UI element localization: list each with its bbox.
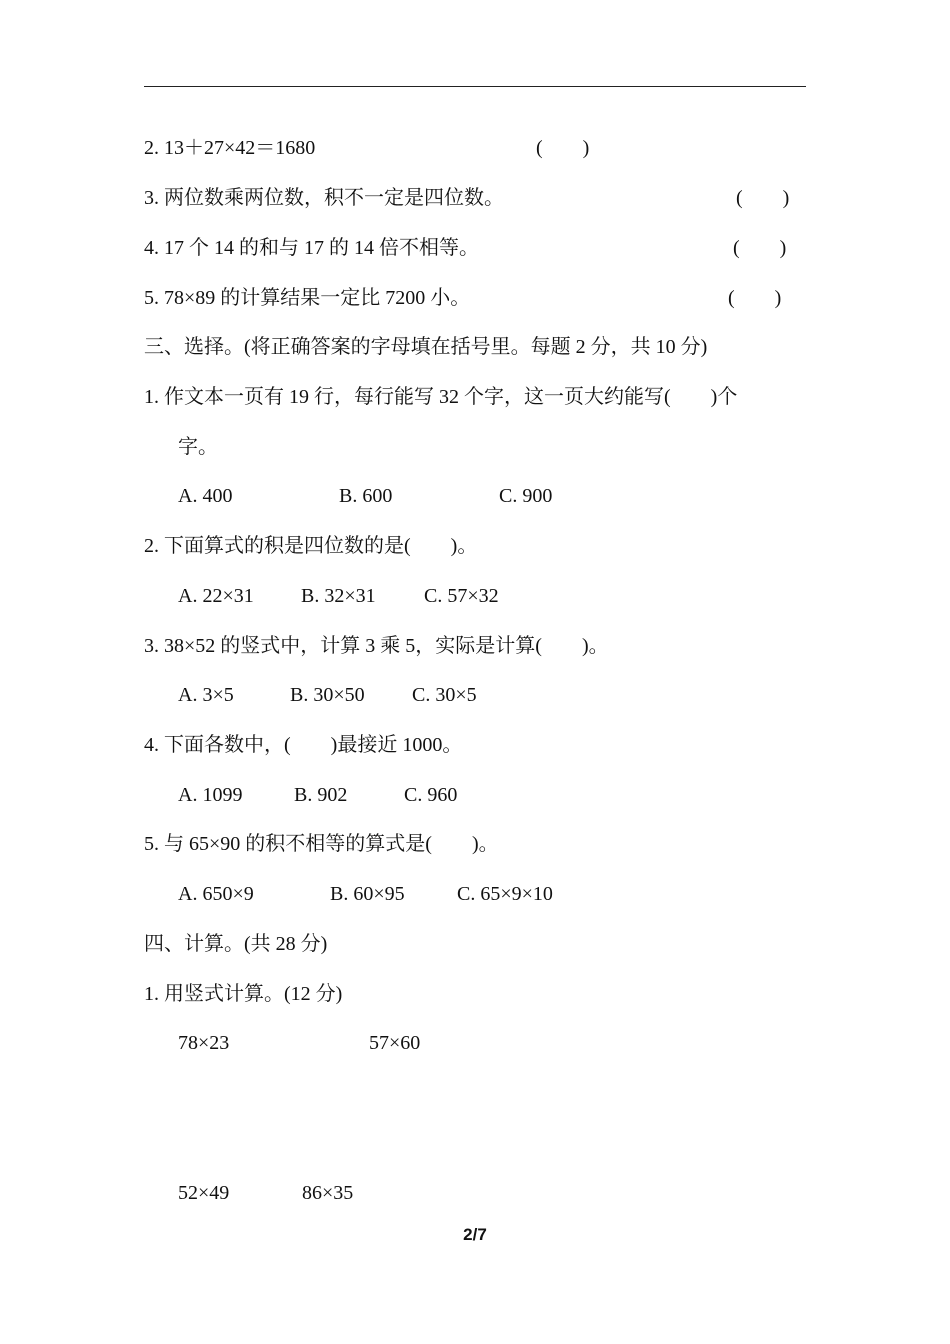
choice-q5-option-c[interactable]: C. 65×9×10 xyxy=(457,883,553,905)
choice-q4: 4. 下面各数中，( )最接近 1000。 xyxy=(144,734,463,756)
choice-q3-option-b[interactable]: B. 30×50 xyxy=(290,684,365,706)
calc-sub-heading: 1. 用竖式计算。(12 分) xyxy=(144,983,343,1005)
choice-q3: 3. 38×52 的竖式中，计算 3 乘 5，实际是计算( )。 xyxy=(144,635,609,657)
choice-q5: 5. 与 65×90 的积不相等的算式是( )。 xyxy=(144,833,499,855)
choice-q1-line2: 字。 xyxy=(178,436,218,458)
choice-q2: 2. 下面算式的积是四位数的是( )。 xyxy=(144,535,478,557)
choice-q4-option-c[interactable]: C. 960 xyxy=(404,784,458,806)
answer-bracket-judge-3[interactable]: ( ) xyxy=(736,187,790,209)
judge-item-3: 3. 两位数乘两位数，积不一定是四位数。 xyxy=(144,187,504,209)
answer-bracket-judge-4[interactable]: ( ) xyxy=(733,237,787,259)
choice-q2-option-a[interactable]: A. 22×31 xyxy=(178,585,254,607)
choice-q3-option-c[interactable]: C. 30×5 xyxy=(412,684,477,706)
choice-q2-option-c[interactable]: C. 57×32 xyxy=(424,585,499,607)
choice-q4-option-b[interactable]: B. 902 xyxy=(294,784,348,806)
choice-q1-line1: 1. 作文本一页有 19 行，每行能写 32 个字，这一页大约能写( )个 xyxy=(144,386,738,408)
answer-bracket-judge-2[interactable]: ( ) xyxy=(536,137,590,159)
calc-problem: 78×23 xyxy=(178,1032,230,1054)
page-number: 2/7 xyxy=(463,1225,487,1244)
choice-q3-option-a[interactable]: A. 3×5 xyxy=(178,684,234,706)
answer-bracket-judge-5[interactable]: ( ) xyxy=(728,287,782,309)
judge-item-2: 2. 13＋27×42＝1680 xyxy=(144,137,316,159)
judge-item-5: 5. 78×89 的计算结果一定比 7200 小。 xyxy=(144,287,471,309)
choice-q4-option-a[interactable]: A. 1099 xyxy=(178,784,243,806)
choice-q2-option-b[interactable]: B. 32×31 xyxy=(301,585,376,607)
section-heading-calc: 四、计算。(共 28 分) xyxy=(144,933,328,955)
choice-q5-option-b[interactable]: B. 60×95 xyxy=(330,883,405,905)
choice-q1-option-a[interactable]: A. 400 xyxy=(178,485,233,507)
choice-q5-option-a[interactable]: A. 650×9 xyxy=(178,883,254,905)
section-heading-choice: 三、选择。(将正确答案的字母填在括号里。每题 2 分，共 10 分) xyxy=(144,336,708,358)
judge-item-4: 4. 17 个 14 的和与 17 的 14 倍不相等。 xyxy=(144,237,479,259)
choice-q1-option-b[interactable]: B. 600 xyxy=(339,485,393,507)
header-rule xyxy=(144,86,806,87)
choice-q1-option-c[interactable]: C. 900 xyxy=(499,485,553,507)
calc-problem: 52×49 xyxy=(178,1182,230,1204)
calc-problem: 57×60 xyxy=(369,1032,421,1054)
calc-problem: 86×35 xyxy=(302,1182,354,1204)
